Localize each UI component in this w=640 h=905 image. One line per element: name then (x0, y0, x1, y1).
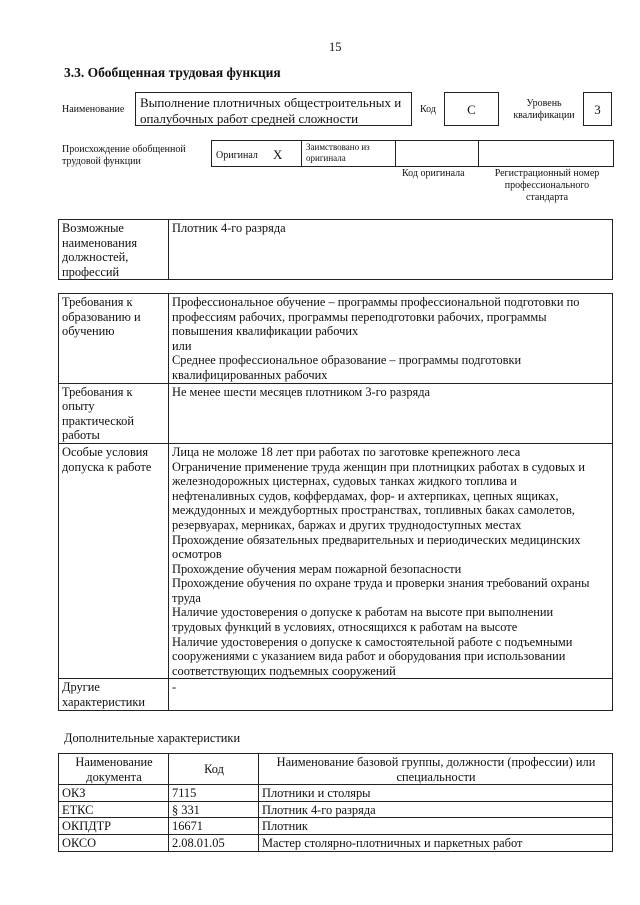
positions-label-line: наименования (62, 235, 138, 250)
level-box (583, 92, 612, 126)
row-name: Плотник 4-го разряда (259, 801, 613, 818)
special-line: Наличие удостоверения о допуске к работам на высоте при выполнении (172, 605, 554, 620)
table-row (59, 801, 613, 818)
special-line: Прохождение обязательных предварительных и периодических медицинских (172, 532, 581, 547)
origin-divider (478, 140, 479, 167)
origin-label-line: трудовой функции (62, 156, 141, 167)
positions-label (59, 220, 169, 280)
row-doc: ЕТКС (59, 801, 169, 818)
function-name-box (135, 92, 412, 126)
row-code: 7115 (169, 785, 259, 802)
experience-label-line: опыту (62, 399, 95, 414)
naimenovanie-label: Наименование (62, 104, 125, 115)
code-label: Код (420, 104, 436, 115)
origin-label (62, 144, 186, 168)
origin-box (211, 140, 614, 167)
positions-label-line: Возможные (62, 221, 124, 235)
special-line: железнодорожных цистернах, судовых танках жидкого топлива и (172, 474, 517, 489)
code-value: C (467, 102, 476, 117)
special-line: Ограничение применение труда женщин при плотницких работах в судовых и (172, 459, 586, 474)
education-label-line: обучению (62, 324, 115, 339)
special-line: сооружениями с указанием вида работ и оборудования при использовании (172, 649, 566, 664)
header-name (259, 754, 613, 785)
level-value: 3 (594, 102, 601, 117)
level-label-line: квалификации (513, 110, 575, 121)
header-doc-line: документа (86, 769, 142, 784)
education-line: Профессиональное обучение – программы профессиональной подготовки по (172, 295, 580, 309)
table-row (59, 383, 613, 443)
requirements-table (58, 293, 613, 711)
special-label-line: Особые условия (62, 444, 149, 459)
reg-number-caption-line: стандарта (525, 192, 569, 203)
row-name: Плотник (259, 818, 613, 835)
row-name: Мастер столярно-плотничных и паркетных работ (259, 834, 613, 851)
row-doc: ОКСО (59, 834, 169, 851)
function-name-line: опалубочных работ средней сложности (140, 111, 359, 126)
section-title: 3.3. Обобщенная трудовая функция (64, 65, 281, 80)
experience-value: Не менее шести месяцев плотником 3-го разряда (169, 383, 613, 443)
table-row (59, 785, 613, 802)
other-label-line: Другие (62, 680, 100, 695)
positions-value: Плотник 4-го разряда (169, 220, 613, 280)
positions-label-line: профессий (62, 264, 120, 279)
experience-label-line: практической (62, 413, 134, 428)
header-name-line: Наименование базовой группы, должности (профессии) или (276, 755, 596, 769)
origin-divider (301, 140, 302, 167)
table-row (59, 679, 613, 710)
special-line: междудонных и междубортных пространствах, топливных баках самолетов, (172, 503, 575, 518)
special-line: соответствующих подъемных сооружений (172, 663, 396, 678)
experience-label-line: работы (62, 428, 100, 443)
origin-label-line: Происхождение обобщенной (62, 144, 186, 155)
row-code: § 331 (169, 801, 259, 818)
other-value: - (169, 679, 613, 710)
education-line: повышения квалификации рабочих (172, 324, 359, 339)
special-label-line: допуска к работе (62, 459, 152, 474)
other-label-line: характеристики (62, 695, 146, 710)
education-label-line: образованию и (62, 309, 141, 324)
level-label-line: Уровень (526, 98, 562, 109)
origin-divider (395, 140, 396, 167)
table-row (59, 818, 613, 835)
education-value (169, 294, 613, 384)
table-row (59, 443, 613, 679)
additional-table (58, 753, 613, 852)
special-line: Прохождение обучения по охране труда и проверки знания требований охраны (172, 576, 590, 591)
education-label (59, 294, 169, 384)
table-row (59, 834, 613, 851)
education-line: квалифицированных рабочих (172, 367, 328, 382)
original-mark: X (273, 147, 283, 162)
reg-number-caption (484, 168, 610, 204)
row-name: Плотники и столяры (259, 785, 613, 802)
function-name-line: Выполнение плотничных общестроительных и (140, 95, 402, 110)
positions-table (58, 219, 613, 280)
borrowed-label (306, 142, 370, 164)
row-doc: ОКПДТР (59, 818, 169, 835)
row-code: 2.08.01.05 (169, 834, 259, 851)
education-line: Среднее профессиональное образование – программы подготовки (172, 353, 522, 368)
reg-number-caption-line: Регистрационный номер (494, 168, 600, 179)
positions-label-line: должностей, (62, 250, 129, 265)
table-row (59, 294, 613, 384)
special-line: Лица не моложе 18 лет при работах по заготовке крепежного леса (172, 444, 521, 459)
special-line: Прохождение обучения мерам пожарной безопасности (172, 561, 462, 576)
experience-label (59, 383, 169, 443)
table-row (59, 220, 613, 280)
code-box (444, 92, 499, 126)
original-label: Оригинал (216, 150, 258, 161)
table-header-row (59, 754, 613, 785)
special-line: нефтеналивных судов, коффердамах, фор- и ахтерпиках, цепных ящиках, (172, 488, 559, 503)
reg-number-caption-line: профессионального (504, 180, 590, 191)
row-doc: ОКЗ (59, 785, 169, 802)
special-line: трудовых функций в условиях, относящихся к работам на высоте (172, 620, 518, 635)
borrowed-label-line: Заимствовано из (306, 142, 370, 152)
page-number: 15 (329, 40, 342, 54)
header-name-line: специальности (396, 769, 476, 784)
special-line: труда (172, 590, 201, 605)
header-doc-line: Наименование (75, 755, 153, 769)
special-line: Наличие удостоверения о допуске к самостоятельной работе с подъемными (172, 634, 573, 649)
experience-label-line: Требования к (62, 384, 133, 399)
education-label-line: Требования к (62, 295, 133, 309)
education-line: профессиям рабочих, программы переподготовки рабочих, программы (172, 309, 547, 324)
special-line: резервуарах, мерниках, баржах и других труднодоступных местах (172, 517, 522, 532)
borrowed-label-line: оригинала (306, 153, 346, 163)
header-doc (59, 754, 169, 785)
additional-title: Дополнительные характеристики (64, 731, 241, 745)
special-value (169, 443, 613, 679)
row-code: 16671 (169, 818, 259, 835)
special-label (59, 443, 169, 679)
header-code: Код (169, 754, 259, 785)
level-label (507, 98, 581, 122)
education-line: или (172, 338, 192, 353)
special-line: осмотров (172, 547, 222, 562)
other-label (59, 679, 169, 710)
code-original-caption: Код оригинала (402, 168, 465, 179)
